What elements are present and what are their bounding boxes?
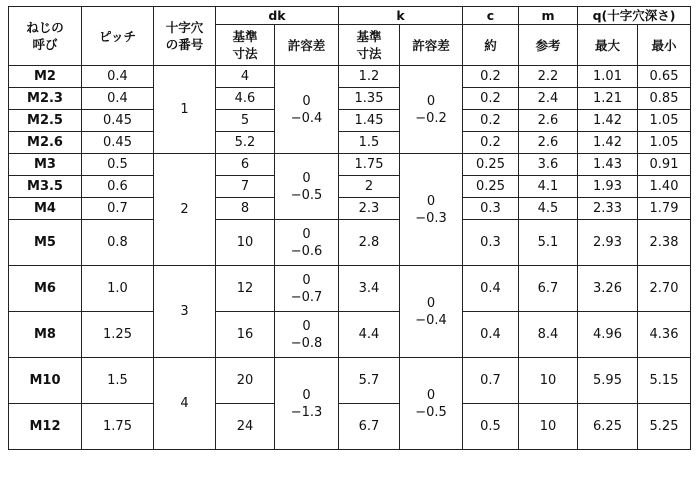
k-cell: 2	[339, 176, 400, 198]
dk-cell: 10	[216, 220, 275, 266]
size-cell: M3	[9, 154, 82, 176]
k-tolerance-cell: 0 −0.2	[400, 66, 463, 154]
c-cell: 0.25	[463, 176, 519, 198]
m-cell: 4.1	[519, 176, 578, 198]
k-tolerance-cell: 0 −0.3	[400, 154, 463, 266]
dk-cell: 16	[216, 312, 275, 358]
header-k-basic: 基準 寸法	[339, 25, 400, 66]
q-max-cell: 5.95	[578, 358, 638, 404]
pitch-cell: 0.45	[82, 132, 154, 154]
size-cell: M2.3	[9, 88, 82, 110]
q-max-cell: 6.25	[578, 404, 638, 450]
c-cell: 0.4	[463, 312, 519, 358]
q-max-cell: 1.01	[578, 66, 638, 88]
dk-tolerance-cell: 0 −1.3	[275, 358, 339, 450]
size-cell: M5	[9, 220, 82, 266]
size-cell: M3.5	[9, 176, 82, 198]
size-cell: M8	[9, 312, 82, 358]
cross-number-cell: 3	[154, 266, 216, 358]
q-max-cell: 3.26	[578, 266, 638, 312]
size-cell: M12	[9, 404, 82, 450]
q-max-cell: 1.93	[578, 176, 638, 198]
k-cell: 6.7	[339, 404, 400, 450]
pitch-cell: 1.5	[82, 358, 154, 404]
c-cell: 0.7	[463, 358, 519, 404]
dk-cell: 6	[216, 154, 275, 176]
q-max-cell: 1.21	[578, 88, 638, 110]
m-cell: 10	[519, 358, 578, 404]
header-pitch: ピッチ	[82, 7, 154, 66]
dk-tolerance-cell: 0 −0.6	[275, 220, 339, 266]
table-row	[9, 312, 691, 358]
q-min-cell: 0.91	[638, 154, 691, 176]
header-q: q(十字穴深さ)	[578, 7, 691, 25]
size-cell: M2.6	[9, 132, 82, 154]
size-cell: M6	[9, 266, 82, 312]
k-cell: 1.2	[339, 66, 400, 88]
pitch-cell: 0.45	[82, 110, 154, 132]
k-cell: 4.4	[339, 312, 400, 358]
pitch-cell: 0.8	[82, 220, 154, 266]
dk-tolerance-cell: 0 −0.8	[275, 312, 339, 358]
dk-cell: 7	[216, 176, 275, 198]
table-row	[9, 266, 691, 312]
header-q-min: 最小	[638, 25, 691, 66]
screw-spec-table	[8, 6, 691, 450]
q-max-cell: 4.96	[578, 312, 638, 358]
m-cell: 3.6	[519, 154, 578, 176]
k-cell: 1.45	[339, 110, 400, 132]
m-cell: 2.4	[519, 88, 578, 110]
cross-number-cell: 2	[154, 154, 216, 266]
cross-number-cell: 4	[154, 358, 216, 450]
size-cell: M2.5	[9, 110, 82, 132]
header-size: ねじの 呼び	[9, 7, 82, 66]
q-min-cell: 1.05	[638, 132, 691, 154]
header-dk-tolerance: 許容差	[275, 25, 339, 66]
pitch-cell: 0.4	[82, 88, 154, 110]
q-max-cell: 2.33	[578, 198, 638, 220]
cross-number-cell: 1	[154, 66, 216, 154]
q-min-cell: 2.70	[638, 266, 691, 312]
dk-cell: 4	[216, 66, 275, 88]
pitch-cell: 0.5	[82, 154, 154, 176]
m-cell: 2.6	[519, 132, 578, 154]
c-cell: 0.2	[463, 66, 519, 88]
table-row	[9, 176, 691, 198]
k-cell: 2.3	[339, 198, 400, 220]
header-cross-number: 十字穴 の番号	[154, 7, 216, 66]
q-min-cell: 1.05	[638, 110, 691, 132]
q-min-cell: 1.79	[638, 198, 691, 220]
table-row	[9, 132, 691, 154]
q-min-cell: 1.40	[638, 176, 691, 198]
dk-cell: 12	[216, 266, 275, 312]
c-cell: 0.2	[463, 132, 519, 154]
pitch-cell: 1.75	[82, 404, 154, 450]
header-m-reference: 参考	[519, 25, 578, 66]
size-cell: M2	[9, 66, 82, 88]
pitch-cell: 0.4	[82, 66, 154, 88]
m-cell: 6.7	[519, 266, 578, 312]
q-max-cell: 1.43	[578, 154, 638, 176]
q-min-cell: 5.15	[638, 358, 691, 404]
dk-tolerance-cell: 0 −0.4	[275, 66, 339, 154]
m-cell: 8.4	[519, 312, 578, 358]
dk-tolerance-cell: 0 −0.7	[275, 266, 339, 312]
q-min-cell: 5.25	[638, 404, 691, 450]
header-dk-basic: 基準 寸法	[216, 25, 275, 66]
header-m: m	[519, 7, 578, 25]
dk-cell: 24	[216, 404, 275, 450]
dk-cell: 5.2	[216, 132, 275, 154]
k-cell: 1.75	[339, 154, 400, 176]
pitch-cell: 1.0	[82, 266, 154, 312]
c-cell: 0.2	[463, 110, 519, 132]
q-min-cell: 0.65	[638, 66, 691, 88]
table-row	[9, 110, 691, 132]
table-row	[9, 66, 691, 88]
q-min-cell: 2.38	[638, 220, 691, 266]
q-max-cell: 1.42	[578, 110, 638, 132]
k-cell: 3.4	[339, 266, 400, 312]
q-min-cell: 0.85	[638, 88, 691, 110]
pitch-cell: 0.7	[82, 198, 154, 220]
c-cell: 0.2	[463, 88, 519, 110]
header-k-tolerance: 許容差	[400, 25, 463, 66]
dk-cell: 20	[216, 358, 275, 404]
k-tolerance-cell: 0 −0.5	[400, 358, 463, 450]
header-c-approx: 約	[463, 25, 519, 66]
k-cell: 1.35	[339, 88, 400, 110]
q-max-cell: 1.42	[578, 132, 638, 154]
dk-tolerance-cell: 0 −0.5	[275, 154, 339, 220]
m-cell: 4.5	[519, 198, 578, 220]
m-cell: 5.1	[519, 220, 578, 266]
table-row	[9, 198, 691, 220]
table-row	[9, 88, 691, 110]
table-row	[9, 220, 691, 266]
m-cell: 10	[519, 404, 578, 450]
m-cell: 2.2	[519, 66, 578, 88]
table-row	[9, 404, 691, 450]
m-cell: 2.6	[519, 110, 578, 132]
c-cell: 0.3	[463, 198, 519, 220]
table-row	[9, 358, 691, 404]
pitch-cell: 0.6	[82, 176, 154, 198]
c-cell: 0.3	[463, 220, 519, 266]
dk-cell: 8	[216, 198, 275, 220]
header-k: k	[339, 7, 463, 25]
size-cell: M4	[9, 198, 82, 220]
table-row	[9, 154, 691, 176]
header-dk: dk	[216, 7, 339, 25]
k-cell: 5.7	[339, 358, 400, 404]
dk-cell: 5	[216, 110, 275, 132]
k-cell: 2.8	[339, 220, 400, 266]
dk-cell: 4.6	[216, 88, 275, 110]
q-min-cell: 4.36	[638, 312, 691, 358]
header-c: c	[463, 7, 519, 25]
k-tolerance-cell: 0 −0.4	[400, 266, 463, 358]
c-cell: 0.5	[463, 404, 519, 450]
q-max-cell: 2.93	[578, 220, 638, 266]
c-cell: 0.25	[463, 154, 519, 176]
k-cell: 1.5	[339, 132, 400, 154]
pitch-cell: 1.25	[82, 312, 154, 358]
size-cell: M10	[9, 358, 82, 404]
header-q-max: 最大	[578, 25, 638, 66]
c-cell: 0.4	[463, 266, 519, 312]
